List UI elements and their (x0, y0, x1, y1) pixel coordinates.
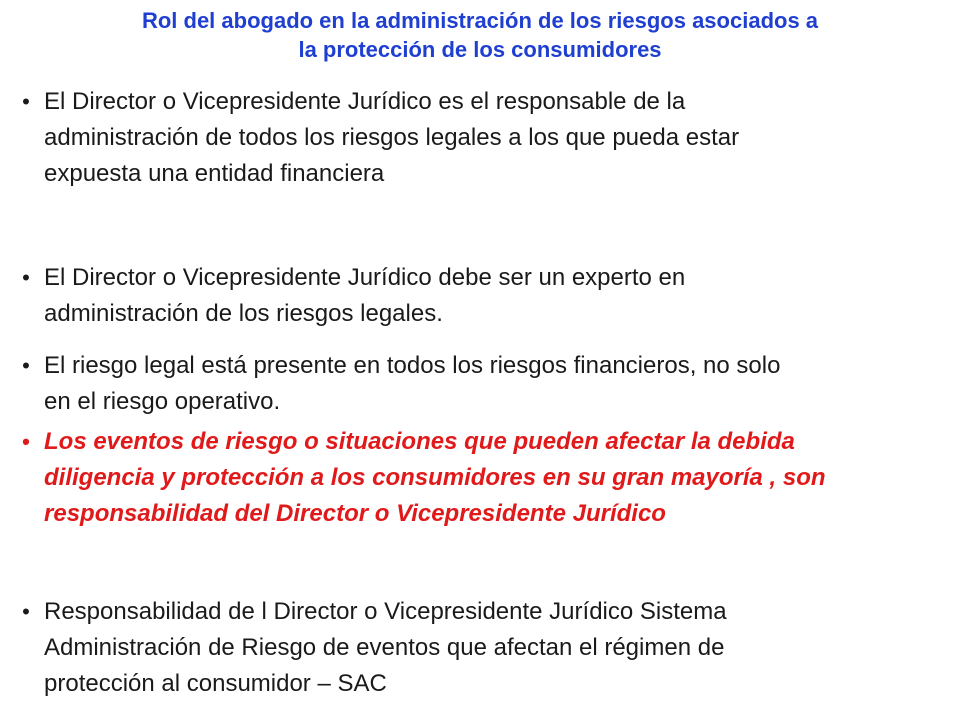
slide-title-line-2: la protección de los consumidores (298, 37, 662, 62)
bullet-line: en el riesgo operativo. (44, 388, 281, 415)
bullet-text (44, 84, 924, 192)
bullet-icon: • (22, 429, 30, 454)
slide-title (40, 6, 920, 64)
bullet-line: protección al consumidor – SAC (44, 670, 387, 697)
bullet-line: El Director o Vicepresidente Jurídico debe ser un experto en (44, 264, 686, 291)
bullet-line: El riesgo legal está presente en todos los riesgos financieros, no solo (44, 352, 781, 379)
bullet-icon: • (22, 599, 30, 624)
bullet-line: diligencia y protección a los consumidores en su gran mayoría , son (44, 464, 826, 491)
bullet-icon: • (22, 89, 30, 114)
bullet-line: Administración de Riesgo de eventos que afectan el régimen de (44, 634, 725, 661)
bullet-line: Los eventos de riesgo o situaciones que pueden afectar la debida (44, 428, 795, 455)
bullet-text (44, 260, 924, 332)
bullet-line: Responsabilidad de l Director o Vicepresidente Jurídico Sistema (44, 598, 727, 625)
slide-title-line-1: Rol del abogado en la administración de los riesgos asociados a (141, 8, 819, 33)
bullet-line: expuesta una entidad financiera (44, 160, 385, 187)
bullet-icon: • (22, 353, 30, 378)
bullet-text (44, 348, 924, 420)
bullet-line: administración de los riesgos legales. (44, 300, 443, 327)
bullet-icon: • (22, 265, 30, 290)
bullet-line: El Director o Vicepresidente Jurídico es el responsable de la (44, 88, 686, 115)
bullet-text (44, 424, 924, 532)
bullet-line: responsabilidad del Director o Vicepresidente Jurídico (44, 500, 666, 527)
bullet-line: administración de todos los riesgos legales a los que pueda estar (44, 124, 740, 151)
bullet-text (44, 594, 924, 702)
